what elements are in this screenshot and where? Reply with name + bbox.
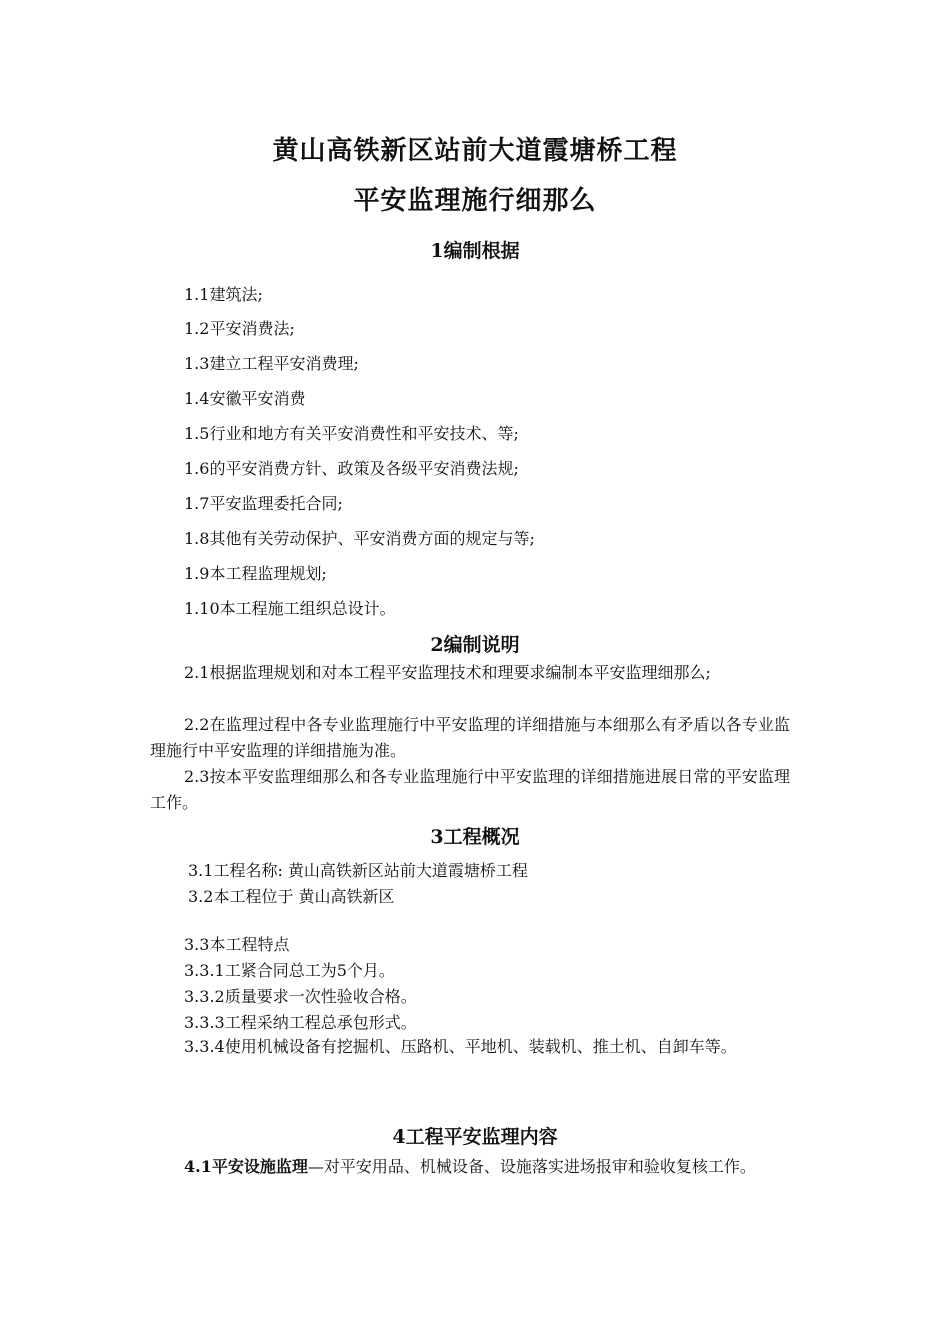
- document-title-line1: 黄山高铁新区站前大道霞塘桥工程: [272, 136, 678, 166]
- section3-item: 3.3.2质量要求一次性验收合格。: [184, 987, 417, 1006]
- section4-item-lead: 4.1平安设施监理: [184, 1157, 308, 1176]
- section1-item: 1.9本工程监理规划;: [184, 564, 327, 583]
- section1-item: 1.8其他有关劳动保护、平安消费方面的规定与等;: [184, 529, 535, 548]
- section1-item: 1.5行业和地方有关平安消费性和平安技术、等;: [184, 424, 519, 443]
- section1-item: 1.7平安监理委托合同;: [184, 494, 343, 513]
- section2-heading: 2编制说明: [430, 634, 520, 656]
- section3-paragraph: 3.3.4使用机械设备有挖掘机、压路机、平地机、装载机、推土机、自卸车等。: [184, 1037, 737, 1056]
- section3-item: 3.1工程名称: 黄山高铁新区站前大道霞塘桥工程: [188, 861, 528, 880]
- section3-item: 3.3本工程特点: [184, 935, 290, 954]
- section2-paragraph: 2.2在监理过程中各专业监理施行中平安监理的详细措施与本细那么有矛盾以各专业监理施行中平安监理的详细措施为准。: [150, 715, 790, 760]
- section3-item: 3.2本工程位于 黄山高铁新区: [188, 887, 395, 906]
- section3-item: 3.3.1工紧合同总工为5个月。: [184, 961, 395, 980]
- section4-paragraph: [150, 1154, 790, 1180]
- section1-item: 1.10本工程施工组织总设计。: [184, 599, 396, 618]
- section4-item-text: —对平安用品、机械设备、设施落实进场报审和验收复核工作。: [307, 1157, 756, 1176]
- section1-item: 1.3建立工程平安消费理;: [184, 354, 359, 373]
- section3-item: 3.3.3工程采纳工程总承包形式。: [184, 1013, 417, 1032]
- section1-item: 1.4安徽平安消费: [184, 389, 306, 408]
- section2-paragraph: 2.3按本平安监理细那么和各专业监理施行中平安监理的详细措施进展日常的平安监理工作。: [150, 767, 790, 812]
- section3-heading: 3工程概况: [430, 826, 520, 848]
- section4-heading: 4工程平安监理内容: [392, 1126, 558, 1148]
- section1-item: 1.2平安消费法;: [184, 319, 295, 338]
- section1-item: 1.6的平安消费方针、政策及各级平安消费法规;: [184, 459, 519, 478]
- section1-item: 1.1建筑法;: [184, 285, 263, 304]
- section1-heading: 1编制根据: [430, 240, 520, 262]
- section2-paragraph: 2.1根据监理规划和对本工程平安监理技术和理要求编制本平安监理细那么;: [184, 663, 711, 682]
- document-title-line2: 平安监理施行细那么: [353, 186, 597, 216]
